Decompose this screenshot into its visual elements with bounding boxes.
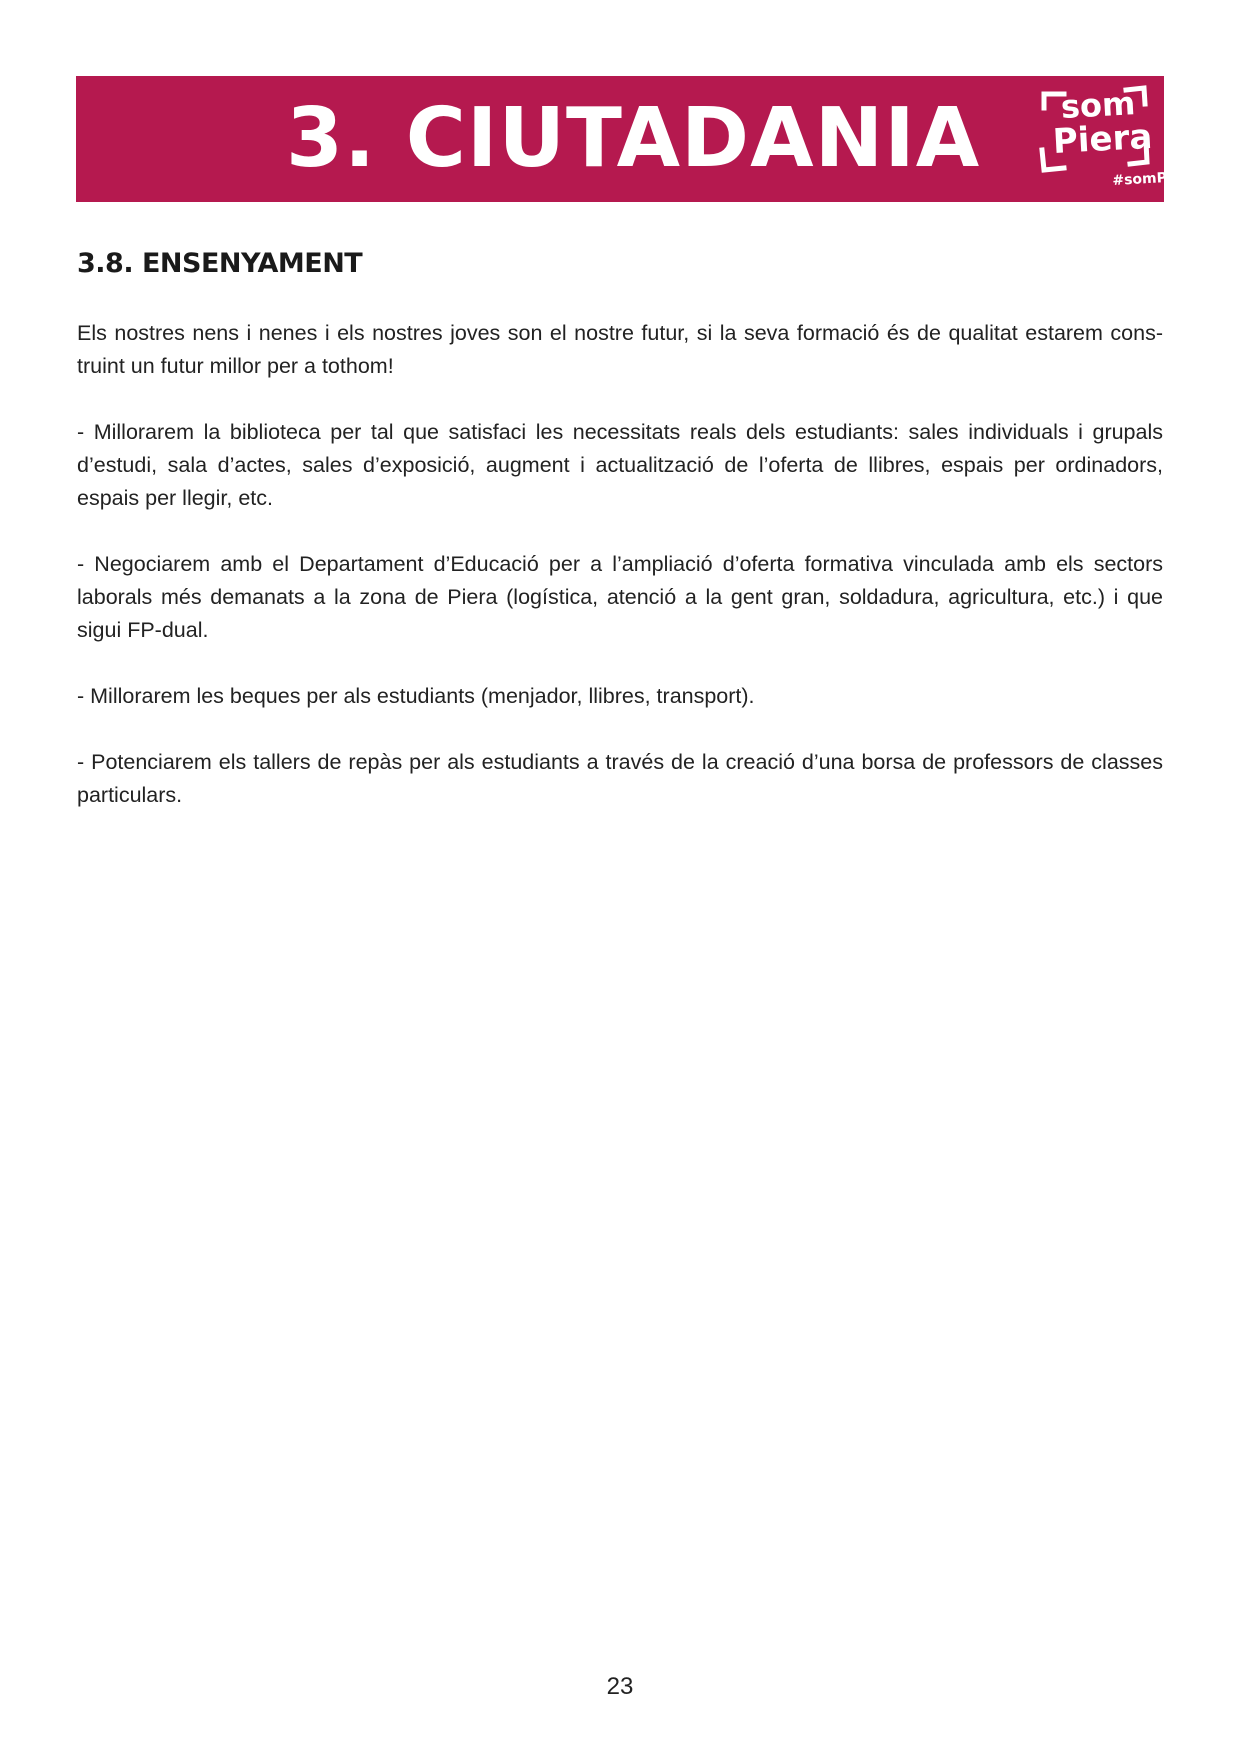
som-piera-logo — [1014, 78, 1198, 200]
proposal-vocational-training: - Negociarem amb el Departament d’Educació per a l’ampliació d’oferta formativa vinculada amb els sectors laborals més demanats a la zona de Piera (logística, atenció a la gent gran, soldadura, agricultura, etc.) i que sigui FP-dual. — [77, 552, 1163, 642]
proposal-library: - Millorarem la biblioteca per tal que satisfaci les necessitats reals dels estudiants: sales individuals i grupals d’estudi, sala d’actes, sales d’exposició, augment i actualització de l’oferta de llibres, espais per ordinadors, espais per llegir, etc. — [77, 420, 1163, 510]
logo-text-som: som — [1059, 84, 1137, 126]
page-number: 23 — [606, 1673, 634, 1700]
logo-hashtag: #somPiera — [1112, 168, 1198, 189]
intro-paragraph: Els nostres nens i nenes i els nostres joves son el nostre futur, si la seva formació és de qualitat estarem cons-truint un futur millor per a tothom! — [77, 321, 1163, 378]
chapter-title: 3. CIUTADANIA — [286, 91, 981, 186]
section-body — [77, 317, 1163, 845]
proposal-tutoring: - Potenciarem els tallers de repàs per als estudiants a través de la creació d’una borsa de professors de classes particulars. — [77, 750, 1163, 807]
header-banner — [76, 76, 1198, 202]
proposal-scholarships: - Millorarem les beques per als estudiants (menjador, llibres, transport). — [77, 684, 755, 708]
section-heading: 3.8. ENSENYAMENT — [77, 248, 363, 279]
logo-text-piera: Piera — [1051, 116, 1154, 162]
